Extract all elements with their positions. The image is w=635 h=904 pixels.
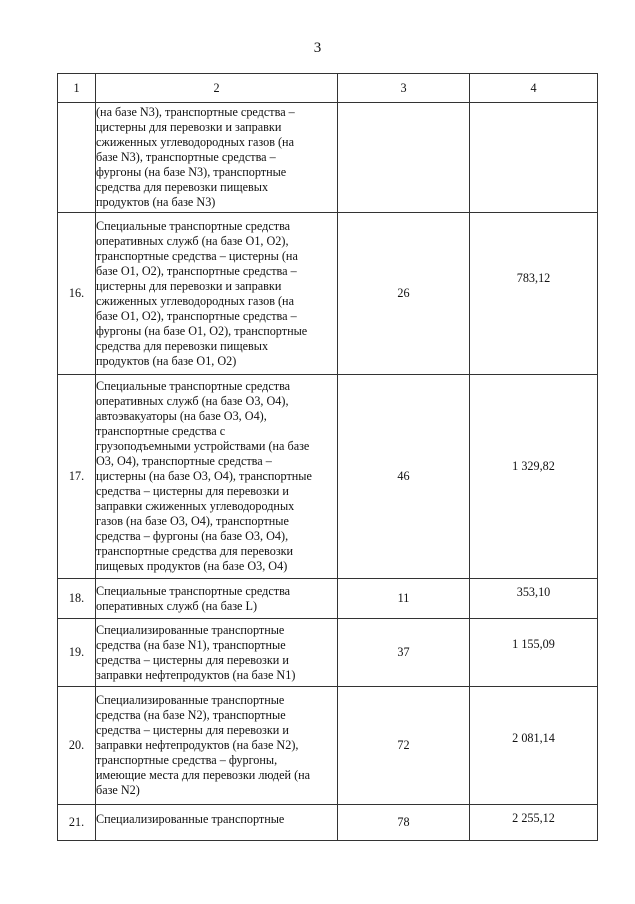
description-line: средства (на базе N2), транспортные	[96, 708, 286, 722]
page-number: 3	[313, 40, 322, 56]
description-line: заправки нефтепродуктов (на базе N1)	[96, 667, 296, 682]
description-line: Специальные транспортные средства	[96, 583, 291, 598]
table-row	[58, 579, 598, 619]
row-description	[96, 375, 338, 579]
row-price	[470, 103, 598, 213]
row-description	[96, 103, 338, 213]
description-line: оперативных служб (на базе O1, O2),	[96, 233, 289, 248]
description-line: средства – цистерны для перевозки и	[96, 652, 289, 667]
description-line: базе N3), транспортные средства –	[96, 150, 276, 164]
description-line: оперативных служб (на базе L)	[96, 598, 258, 613]
row-price: 1 329,82	[470, 375, 598, 579]
description-line: заправки сжиженных углеводородных	[96, 499, 295, 513]
row-description	[96, 805, 338, 841]
description-line: транспортные средства с	[96, 424, 226, 438]
description-line: транспортные средства – цистерны (на	[96, 248, 298, 263]
row-price: 783,12	[470, 213, 598, 375]
row-description	[96, 687, 338, 805]
description-line: фургоны (на базе N3), транспортные	[96, 165, 287, 179]
column-header-1: 1	[58, 74, 96, 103]
row-description	[96, 579, 338, 619]
description-line: средства для перевозки пищевых	[96, 180, 269, 194]
table-header-row	[58, 74, 598, 103]
description-line: Специализированные транспортные	[96, 622, 285, 637]
table-row	[58, 805, 598, 841]
description-line: газов (на базе O3, O4), транспортные	[96, 514, 289, 528]
row-price: 2 255,12	[470, 805, 598, 841]
table-row	[58, 375, 598, 579]
column-header-3: 3	[338, 74, 470, 103]
table-row	[58, 213, 598, 375]
description-line: транспортные средства – фургоны,	[96, 753, 278, 767]
column-header-2: 2	[96, 74, 338, 103]
description-line: средства – фургоны (на базе O3, O4),	[96, 529, 289, 543]
description-line: средства – цистерны для перевозки и	[96, 723, 289, 737]
description-line: средства для перевозки пищевых	[96, 338, 269, 353]
row-number: 19.	[58, 619, 96, 687]
tariff-table	[57, 73, 598, 841]
row-number: 18.	[58, 579, 96, 619]
row-price: 353,10	[470, 579, 598, 619]
description-line: базе N2)	[96, 783, 140, 797]
description-line: имеющие места для перевозки людей (на	[96, 768, 311, 782]
description-line: Специализированные транспортные	[96, 812, 285, 826]
description-line: продуктов (на базе N3)	[96, 195, 216, 209]
description-line: O3, O4), транспортные средства –	[96, 454, 272, 468]
row-quantity: 72	[338, 687, 470, 805]
row-quantity: 37	[338, 619, 470, 687]
row-price: 1 155,09	[470, 619, 598, 687]
description-line: цистерны для перевозки и заправки	[96, 120, 282, 134]
row-quantity	[338, 103, 470, 213]
description-line: заправки нефтепродуктов (на базе N2),	[96, 738, 299, 752]
description-line: грузоподъемными устройствами (на базе	[96, 439, 310, 453]
description-line: базе O1, O2), транспортные средства –	[96, 263, 297, 278]
description-line: средства – цистерны для перевозки и	[96, 484, 289, 498]
table-row	[58, 619, 598, 687]
description-line: автоэвакуаторы (на базе O3, O4),	[96, 409, 267, 423]
description-line: средства (на базе N1), транспортные	[96, 637, 286, 652]
row-number: 17.	[58, 375, 96, 579]
row-quantity: 46	[338, 375, 470, 579]
table-row	[58, 687, 598, 805]
description-line: (на базе N3), транспортные средства –	[96, 105, 295, 119]
description-line: цистерны для перевозки и заправки	[96, 278, 282, 293]
description-line: Специализированные транспортные	[96, 693, 285, 707]
column-header-4: 4	[470, 74, 598, 103]
row-quantity: 26	[338, 213, 470, 375]
description-line: сжиженных углеводородных газов (на	[96, 293, 294, 308]
description-line: Специальные транспортные средства	[96, 218, 291, 233]
description-line: Специальные транспортные средства	[96, 379, 291, 393]
row-number: 21.	[58, 805, 96, 841]
row-quantity: 78	[338, 805, 470, 841]
row-number: 20.	[58, 687, 96, 805]
row-description	[96, 213, 338, 375]
description-line: базе O1, O2), транспортные средства –	[96, 308, 297, 323]
row-description	[96, 619, 338, 687]
description-line: фургоны (на базе O1, O2), транспортные	[96, 323, 308, 338]
description-line: сжиженных углеводородных газов (на	[96, 135, 294, 149]
description-line: транспортные средства для перевозки	[96, 544, 294, 558]
description-line: цистерны (на базе O3, O4), транспортные	[96, 469, 312, 483]
row-quantity: 11	[338, 579, 470, 619]
description-line: пищевых продуктов (на базе O3, O4)	[96, 559, 288, 573]
description-line: продуктов (на базе O1, O2)	[96, 353, 237, 368]
description-line: оперативных служб (на базе O3, O4),	[96, 394, 289, 408]
row-number: 16.	[58, 213, 96, 375]
table-row	[58, 103, 598, 213]
row-price: 2 081,14	[470, 687, 598, 805]
row-number	[58, 103, 96, 213]
